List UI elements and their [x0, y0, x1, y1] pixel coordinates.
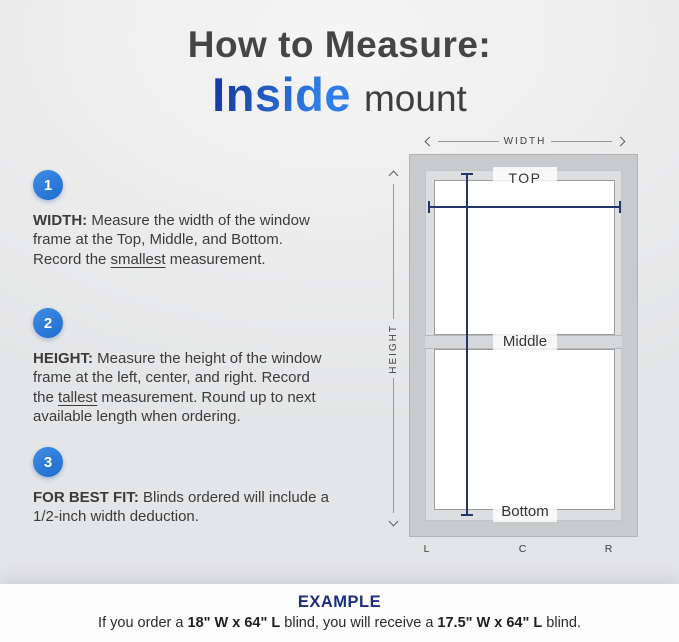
axis-label-center: C [518, 543, 528, 555]
label-middle: Middle [493, 331, 557, 352]
step-2-underlined-word: tallest [58, 388, 98, 406]
step-1-text [33, 211, 333, 269]
arrow-up-icon [388, 171, 398, 181]
arrow-right-icon [616, 137, 626, 147]
title-line1: How to Measure: [187, 24, 492, 65]
arrow-line [393, 378, 394, 513]
step-3-body-pre: Blinds ordered will include a 1/2-inch width deduction. [33, 489, 329, 526]
label-bottom: Bottom [493, 501, 557, 522]
page-title [0, 24, 679, 122]
window-lower-pane [434, 349, 615, 510]
example-text-pre: If you order a [98, 615, 188, 631]
step-3-lead: FOR BEST FIT: [33, 489, 139, 506]
example-heading: EXAMPLE [297, 593, 382, 611]
step-2-body-pre: Measure the height of the window frame at the left, center, and right. Record the [33, 350, 322, 406]
step-3 [33, 447, 337, 527]
width-dimension-arrow [426, 136, 624, 147]
axis-label-left: L [423, 543, 431, 555]
width-measure-line [428, 206, 621, 208]
window-upper-pane [434, 180, 615, 335]
step-1-number-badge: 1 [33, 170, 63, 200]
example-text-post: blind. [542, 615, 581, 631]
step-1-underlined-word: smallest [110, 250, 166, 268]
example-ordered-size: 18" W x 64" L [187, 615, 281, 631]
arrow-down-icon [388, 517, 398, 527]
arrow-left-icon [425, 137, 435, 147]
label-top: TOP [493, 167, 557, 188]
title-mount: mount [363, 78, 467, 119]
example-text [0, 615, 679, 631]
arrow-line [393, 184, 394, 319]
example-footer [0, 584, 679, 642]
axis-label-right: R [604, 543, 614, 555]
example-text-mid: blind, you will receive a [280, 615, 438, 631]
step-1 [33, 170, 337, 269]
step-2-text [33, 349, 333, 426]
arrow-line [551, 141, 612, 142]
step-2 [33, 308, 337, 426]
step-1-body-pre: Measure the width of the window frame at the Top, Middle, and Bottom. Record the [33, 212, 310, 268]
window-measure-diagram [382, 130, 679, 575]
step-3-text [33, 488, 333, 527]
step-2-lead: HEIGHT: [33, 350, 93, 367]
arrow-line [438, 141, 499, 142]
example-received-size: 17.5" W x 64" L [437, 615, 543, 631]
height-measure-line [466, 173, 468, 516]
height-dimension-arrow [385, 172, 401, 525]
height-dimension-label: HEIGHT [387, 323, 399, 374]
title-highlight-inside: Inside [212, 68, 351, 121]
step-3-number-badge: 3 [33, 447, 63, 477]
step-2-number-badge: 2 [33, 308, 63, 338]
step-1-lead: WIDTH: [33, 212, 88, 229]
step-2-body-post: measurement. Round up to next available length when ordering. [33, 388, 316, 425]
title-line2 [0, 67, 679, 122]
step-1-body-post: measurement. [165, 250, 266, 268]
width-dimension-label: WIDTH [503, 136, 547, 147]
